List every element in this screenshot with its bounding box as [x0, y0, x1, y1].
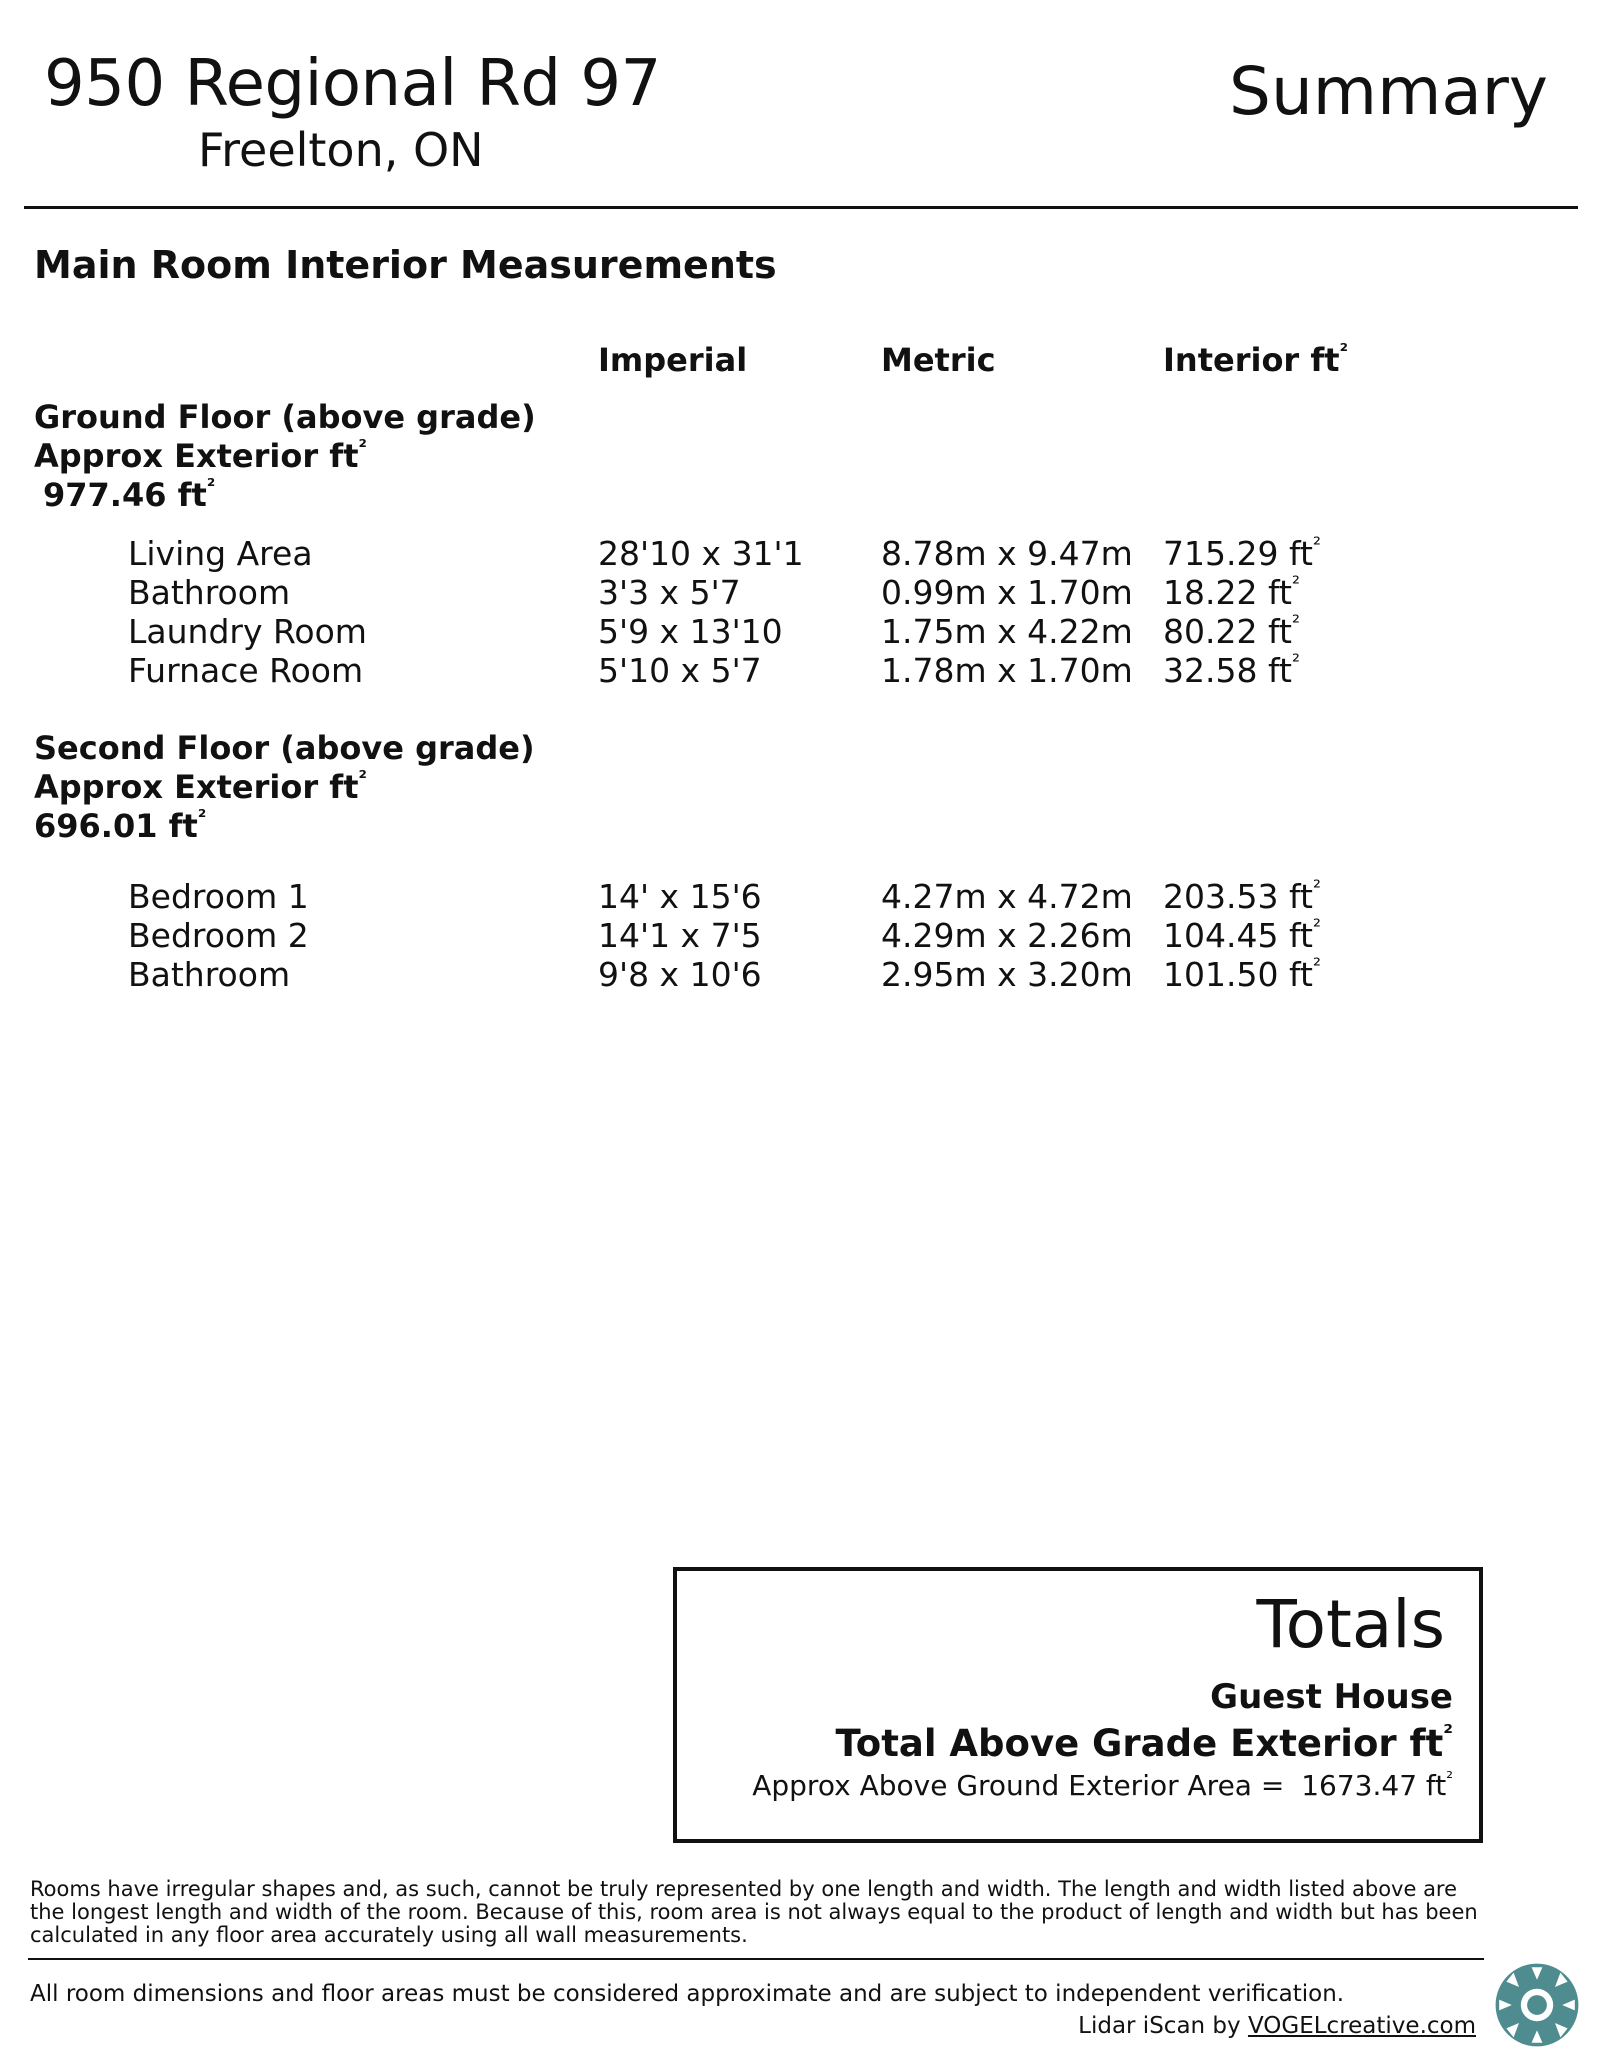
totals-title: Totals	[1256, 1586, 1445, 1663]
room-metric: 0.99m x 1.70m	[881, 573, 1133, 612]
ground-floor-header	[34, 398, 536, 515]
totals-area-label: Approx Above Ground Exterior Area =	[752, 1769, 1285, 1802]
credit-prefix: Lidar iScan by	[1078, 2013, 1241, 2039]
totals-area-line	[752, 1767, 1453, 1805]
table-row	[0, 916, 1600, 955]
floor-exterior-label: Approx Exterior $ft^{^2}$	[34, 435, 367, 475]
room-area: 203.53 $ft^{^2}$	[1163, 876, 1321, 916]
room-metric: 1.75m x 4.22m	[881, 612, 1133, 651]
totals-box	[673, 1567, 1483, 1843]
room-area: 715.29 $ft^{^2}$	[1163, 533, 1321, 573]
table-row	[0, 955, 1600, 994]
table-row	[0, 573, 1600, 612]
room-imperial: 3'3 x 5'7	[598, 573, 741, 612]
floor-exterior-label: Approx Exterior $ft^{^2}$	[34, 766, 367, 806]
totals-subtitle: Guest House	[1210, 1677, 1453, 1717]
room-imperial: 14' x 15'6	[598, 877, 762, 916]
room-imperial: 5'9 x 13'10	[598, 612, 783, 651]
table-row	[0, 612, 1600, 651]
room-imperial: 5'10 x 5'7	[598, 651, 762, 690]
room-area: 18.22 $ft^{^2}$	[1163, 572, 1300, 612]
room-metric: 2.95m x 3.20m	[881, 955, 1133, 994]
floor-exterior-value: 977.46 $ft^{^2}$	[43, 474, 216, 514]
column-header-imperial: Imperial	[598, 341, 748, 379]
room-metric: 8.78m x 9.47m	[881, 534, 1133, 573]
column-header-metric: Metric	[881, 341, 996, 379]
vogelcreative-link[interactable]: VOGELcreative.com	[1247, 2013, 1476, 2039]
room-name: Bedroom 2	[128, 916, 309, 955]
disclaimer-text: Rooms have irregular shapes and, as such, cannot be truly represented by one length and width. The length and width listed above are the longest length and width of the room. Because of this, room area is not always equal to the product of length and width but has been calculated in any floor area accurately using all wall measurements.	[30, 1877, 1478, 1947]
room-metric: 4.27m x 4.72m	[881, 877, 1133, 916]
floor-exterior-value: 696.01 $ft^{^2}$	[34, 805, 207, 845]
table-row	[0, 877, 1600, 916]
approximation-note: All room dimensions and floor areas must be considered approximate and are subject to independent verification.	[30, 1981, 1345, 2007]
room-imperial: 14'1 x 7'5	[598, 916, 762, 955]
room-name: Laundry Room	[128, 612, 367, 651]
floor-name: Second Floor (above grade)	[34, 729, 535, 767]
room-name: Bathroom	[128, 955, 291, 994]
room-area: 32.58 $ft^{^2}$	[1163, 650, 1300, 690]
footer-divider	[28, 1958, 1484, 1960]
aperture-logo-icon	[1492, 1960, 1582, 2050]
room-area: 80.22 $ft^{^2}$	[1163, 611, 1300, 651]
floor-name: Ground Floor (above grade)	[34, 398, 536, 436]
room-imperial: 9'8 x 10'6	[598, 955, 762, 994]
credit-line	[1078, 2010, 1476, 2042]
header-divider	[24, 206, 1578, 209]
room-name: Furnace Room	[128, 651, 364, 690]
room-area: 101.50 $ft^{^2}$	[1163, 954, 1321, 994]
room-name: Living Area	[128, 534, 313, 573]
room-metric: 4.29m x 2.26m	[881, 916, 1133, 955]
room-name: Bedroom 1	[128, 877, 309, 916]
column-header-interior: Interior $ft^{^2}$	[1163, 339, 1348, 379]
totals-heading: Total Above Grade Exterior $ft^{^2}$	[835, 1720, 1453, 1765]
table-row	[0, 534, 1600, 573]
city-subtitle: Freelton, ON	[198, 123, 484, 177]
totals-area-value: 1673.47 $ft^{^2}$	[1301, 1767, 1453, 1802]
table-row	[0, 651, 1600, 690]
second-floor-header	[34, 729, 535, 846]
page-title: Summary	[1229, 53, 1548, 130]
room-area: 104.45 $ft^{^2}$	[1163, 915, 1321, 955]
address-title: 950 Regional Rd 97	[44, 47, 661, 121]
room-metric: 1.78m x 1.70m	[881, 651, 1133, 690]
room-imperial: 28'10 x 31'1	[598, 534, 804, 573]
section-heading: Main Room Interior Measurements	[34, 243, 777, 287]
room-name: Bathroom	[128, 573, 291, 612]
ground-floor-rooms	[0, 534, 1600, 690]
second-floor-rooms	[0, 877, 1600, 994]
